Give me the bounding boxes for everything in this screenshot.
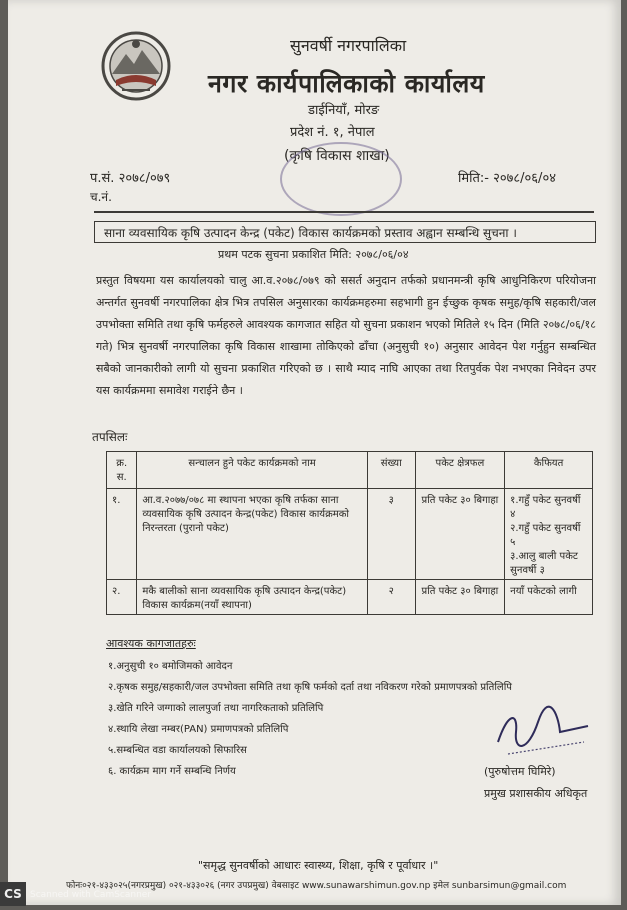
row-count: २ xyxy=(367,580,415,615)
first-publication-date: प्रथम पटक सुचना प्रकाशित मिति: २०७८/०६/०४ xyxy=(218,248,409,261)
nepal-emblem-icon xyxy=(100,30,172,102)
office-stamp xyxy=(280,142,402,216)
list-item: २.कृषक समुह/सहकारी/जल उपभोक्ता समिति तथा कृषि फर्मको दर्ता तथा नविकरण गरेको प्रमाणपत्रको प्रतिलिपि xyxy=(108,682,512,693)
remark-line: १.गहुँ पकेट सुनवर्षी ४ xyxy=(510,495,581,520)
list-item: ४.स्थायि लेखा नम्बर(PAN) प्रमाणपत्रको प्रतिलिपि xyxy=(108,724,289,735)
list-item: ३.खेति गरिने जग्गाको लालपुर्जा तथा नागरिकताको प्रतिलिपि xyxy=(108,703,324,714)
row-area: प्रति पकेट ३० बिगाहा xyxy=(415,580,505,615)
col-header-name: सन्चालन हुने पकेट कार्यक्रमको नाम xyxy=(137,452,367,489)
section-name: (कृषि विकास शाखा) xyxy=(284,148,390,164)
reference-number: प.सं. २०७८/०७९ xyxy=(90,171,171,186)
camscanner-logo-icon: CS xyxy=(0,882,26,906)
notice-body: प्रस्तुत विषयमा यस कार्यालयको चालु आ.व.२०७८/०७९ को ससर्त अनुदान तर्फको प्रधानमन्त्री कृषि आधुनिकिरण परियोजना अन्तर्गत सुनवर्षी नगरपालिका क्षेत्र भित्र तपसिल अनुसारका कार्यक्रमहरुमा सहभागी हुन ईच्छुक कृषक समुह/कृषि सहकारी/जल उपभोक्ता समिति तथा कृषि फर्महरुले आवश्यक कागजात सहित यो सुचना प्रकाशन भएको मितिले १५ दिन (मिति २०७८/०६/१८ गते) भित्र सुनवर्षी नगरपालिका कृषि विकास शाखामा तोकिएको ढाँचा (अनुसुची १०) अनुसार आवेदन पेश गर्नुहुन सम्बन्धित सबैको जानकारीको लागी यो सुचना प्रकाशित गरिएको छ । साथै म्याद नाघि आएका तथा रितपुर्वक पेश नभएका निवेदन उपर यस कार्यक्रममा समावेश गराईने छैन । xyxy=(96,274,596,397)
footer-motto: "समृद्ध सुनवर्षीको आधारः स्वास्थ्य, शिक्षा, कृषि र पूर्वाधार ।" xyxy=(198,859,439,872)
list-item: १.अनुसुची १० बमोजिमको आवेदन xyxy=(108,661,233,672)
signatory-name: (पुरुषोत्तम घिमिरे) xyxy=(484,765,556,778)
list-item: ६. कार्यक्रम माग गर्ने सम्बन्धि निर्णय xyxy=(108,766,236,777)
table-row xyxy=(107,580,593,615)
row-name: मकै बालीको साना व्यवसायिक कृषि उत्पादन केन्द्र(पकेट) विकास कार्यक्रम(नयाँ स्थापना) xyxy=(137,580,367,615)
col-header-area: पकेट क्षेत्रफल xyxy=(415,452,505,489)
table-row xyxy=(107,489,593,580)
col-header-sn: क्र. स. xyxy=(107,452,137,489)
municipality-name: सुनवर्षी नगरपालिका xyxy=(290,36,407,55)
issue-date: मिति:- २०७८/०६/०४ xyxy=(458,171,556,186)
row-sn: १. xyxy=(107,489,137,580)
col-header-count: संख्या xyxy=(367,452,415,489)
remark-line: ३.आलु बाली पकेट सुनवर्षी ३ xyxy=(510,551,578,576)
row-remarks xyxy=(505,580,593,615)
document-page xyxy=(8,0,621,905)
province: प्रदेश नं. १, नेपाल xyxy=(290,125,375,140)
dispatch-number: च.नं. xyxy=(90,190,112,204)
office-location: डाईनियाँ, मोरङ xyxy=(308,103,380,118)
row-area: प्रति पकेट ३० बिगाहा xyxy=(415,489,505,580)
footer-contact: फोनः०२१-४३३०२५(नगरप्रमुख) ०२१-४३३०२६ (नगर उपप्रमुख) वेबसाइट www.sunawarshimun.gov.np इमेल sunbarsimun@gmail.com xyxy=(66,881,567,891)
remark-line: नयाँ पकेटको लागी xyxy=(510,586,577,597)
required-documents-list xyxy=(108,656,512,782)
notice-subject: साना व्यवसायिक कृषि उत्पादन केन्द्र (पकेट) विकास कार्यक्रमको प्रस्ताव अह्वान सम्बन्धि सुचना । xyxy=(104,226,517,240)
header-divider xyxy=(94,211,594,213)
signatory-post: प्रमुख प्रशासकीय अधिकृत xyxy=(484,787,588,800)
signature-icon xyxy=(488,702,598,762)
pocket-program-table xyxy=(106,451,593,615)
row-sn: २. xyxy=(107,580,137,615)
table-header-row xyxy=(107,452,593,489)
row-count: ३ xyxy=(367,489,415,580)
office-title: नगर कार्यपालिकाको कार्यालय xyxy=(208,69,485,98)
row-remarks xyxy=(505,489,593,580)
list-item: ५.सम्बन्धित वडा कार्यालयको सिफारिस xyxy=(108,745,247,756)
row-name: आ.व.२०७७/०७८ मा स्थापना भएका कृषि तर्फका साना व्यवसायिक कृषि उत्पादन केन्द्र(पकेट) विकास कार्यक्रमको निरन्तरता (पुरानो पकेट) xyxy=(137,489,367,580)
col-header-remarks: कैफियत xyxy=(505,452,593,489)
required-documents-title: आवश्यक कागजातहरुः xyxy=(106,637,196,650)
scanner-watermark: Scanned with CamScanner xyxy=(30,890,152,900)
remark-line: २.गहुँ पकेट सुनवर्षी ५ xyxy=(510,523,581,548)
details-label: तपसिलः xyxy=(92,430,128,444)
